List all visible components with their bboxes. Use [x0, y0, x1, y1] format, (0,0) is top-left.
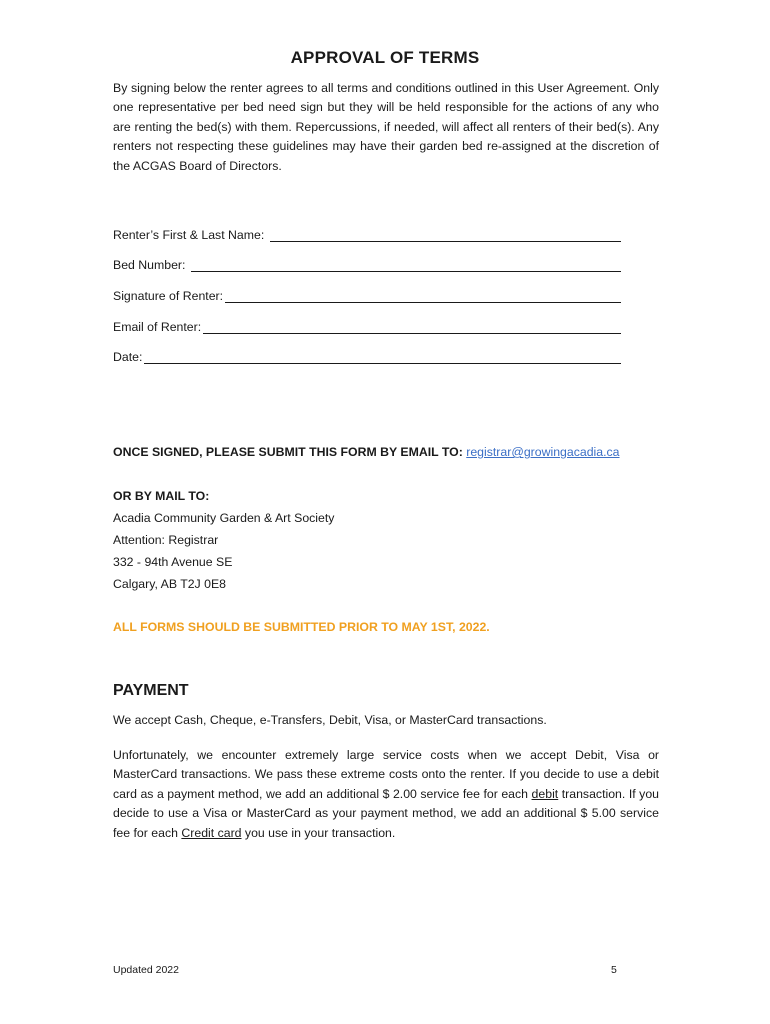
date-field[interactable] [113, 348, 621, 364]
payment-accept-text: We accept Cash, Cheque, e-Transfers, Debit, Visa, or MasterCard transactions. [113, 713, 547, 727]
date-line[interactable] [144, 351, 621, 364]
registrar-email-link[interactable]: registrar@growingacadia.ca [466, 445, 620, 459]
submit-text: ONCE SIGNED, PLEASE SUBMIT THIS FORM BY EMAIL TO: [113, 445, 467, 459]
renter-name-label: Renter’s First & Last Name: [113, 228, 268, 242]
email-label: Email of Renter: [113, 320, 202, 334]
bed-number-field[interactable] [113, 256, 621, 272]
page-title: APPROVAL OF TERMS [290, 48, 480, 67]
renter-name-field[interactable] [113, 226, 621, 242]
submit-instructions [113, 445, 620, 459]
address-line: Acadia Community Garden & Art Society [113, 511, 335, 525]
payment-detail-text: transaction. If you decide to use a Visa or MasterCard as your payment method, we add an additional $ 5.00 service fee for each [113, 786, 660, 840]
bed-number-line[interactable] [191, 259, 621, 272]
payment-detail-text: you use in your transaction. [241, 825, 396, 840]
renter-name-line[interactable] [270, 229, 621, 242]
payment-heading: PAYMENT [113, 682, 189, 699]
signature-line[interactable] [225, 290, 621, 303]
page-number: 5 [611, 964, 617, 976]
payment-detail-paragraph [113, 746, 659, 843]
address-line: Calgary, AB T2J 0E8 [113, 577, 227, 591]
credit-card-underlined: Credit card [181, 825, 242, 840]
bed-number-label: Bed Number: [113, 258, 189, 272]
intro-paragraph: By signing below the renter agrees to all terms and conditions outlined in this User Agreement. Only one representative per bed need sign but they will be held responsible for the actions of any who are renting the bed(s) with them. Repercussions, if needed, will affect all renters of their bed(s). Any renters not respecting these guidelines may have their garden bed re-assigned at the discretion of the ACGAS Board of Directors. [113, 81, 659, 173]
debit-underlined: debit [531, 786, 559, 801]
email-field[interactable] [113, 318, 621, 334]
signature-label: Signature of Renter: [113, 289, 224, 303]
address-line: Attention: Registrar [113, 533, 219, 547]
address-line: 332 - 94th Avenue SE [113, 555, 233, 569]
signature-field[interactable] [113, 287, 621, 303]
date-label: Date: [113, 350, 143, 364]
payment-detail-text: Unfortunately, we encounter extremely large service costs when we accept Debit, Visa or MasterCard transactions. We pass these extreme costs onto the renter. If you decide to use a debit card as a payment method, we add an additional $ 2.00 service fee for each [113, 748, 659, 801]
deadline-notice: ALL FORMS SHOULD BE SUBMITTED PRIOR TO MAY 1ST, 2022. [113, 620, 490, 634]
email-line[interactable] [203, 321, 621, 334]
mail-heading: OR BY MAIL TO: [113, 489, 210, 503]
footer-updated: Updated 2022 [113, 964, 179, 976]
